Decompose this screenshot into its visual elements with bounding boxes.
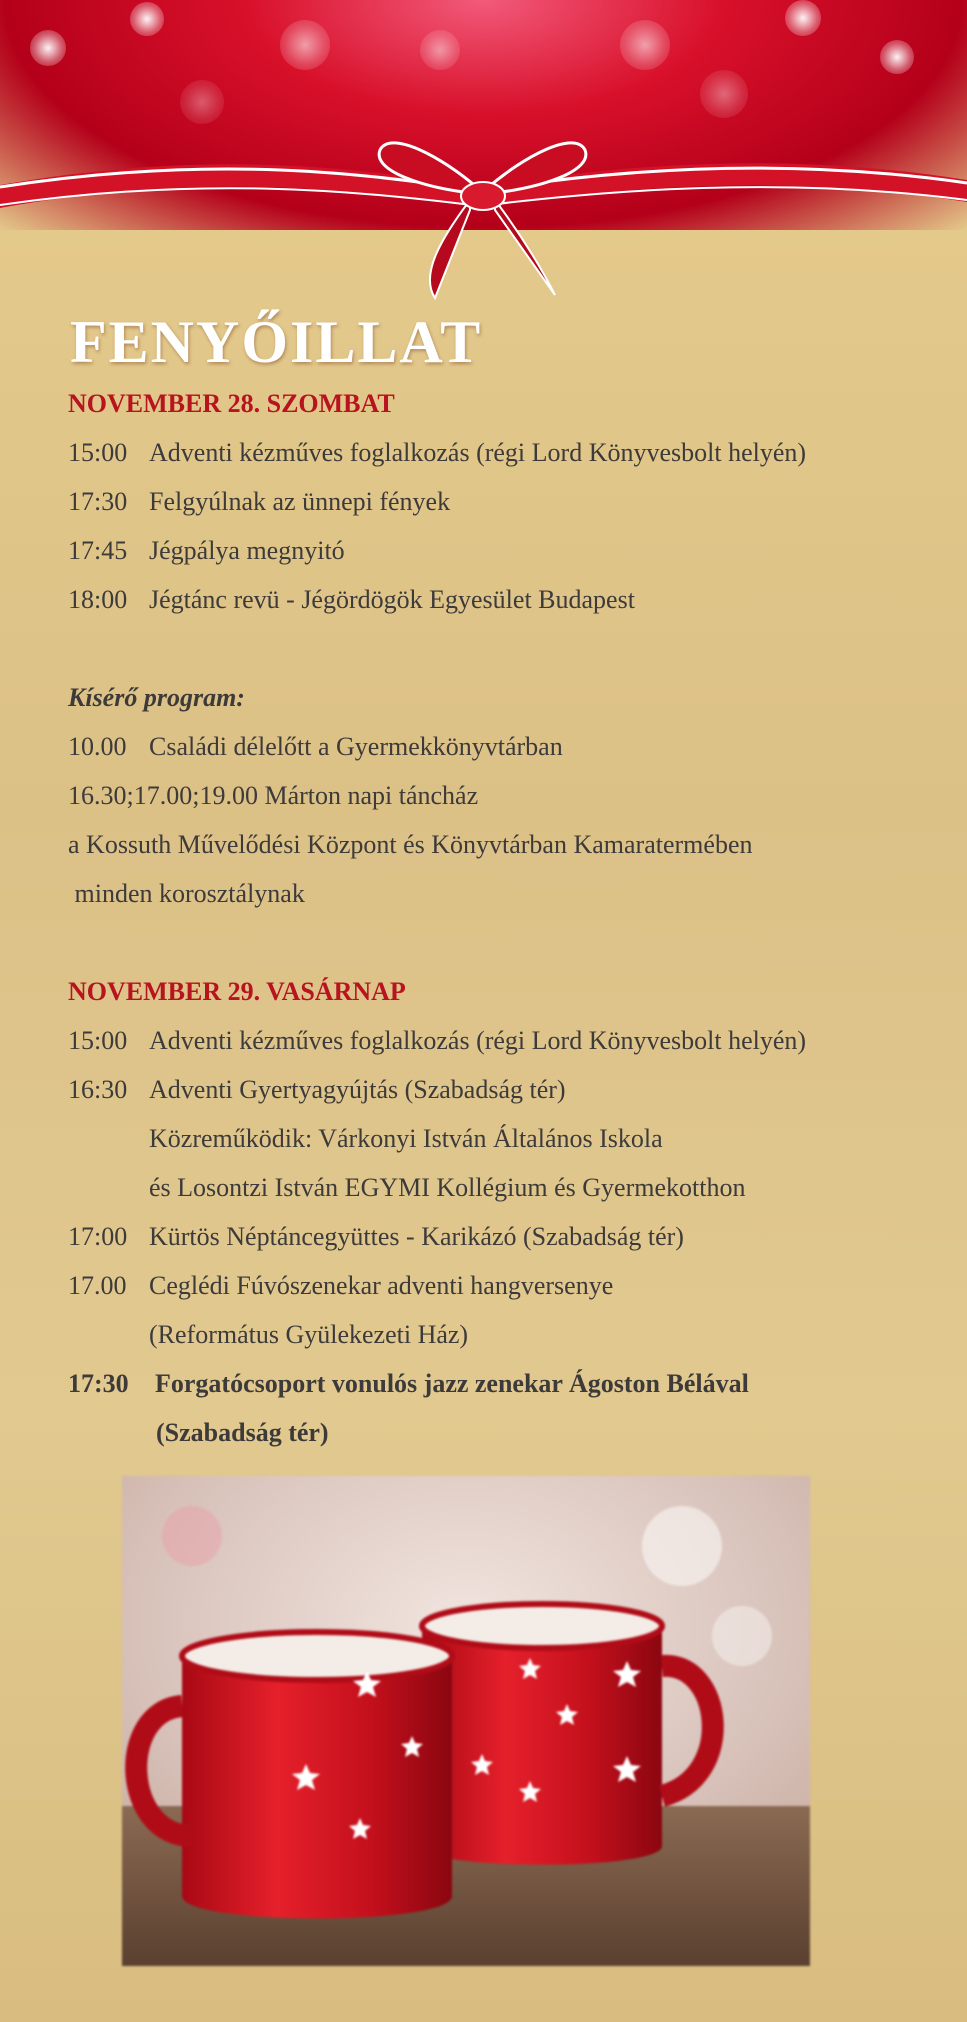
- event-time: 17:45: [68, 536, 128, 565]
- event-time: 15:00: [68, 1026, 128, 1055]
- event-row: [68, 1261, 928, 1310]
- event-row: [68, 477, 928, 526]
- event-text: Jégtánc revü - Jégördögök Egyesület Budapest: [149, 585, 635, 614]
- event-row: és Losontzi István EGYMI Kollégium és Gyermekotthon: [149, 1173, 746, 1202]
- event-row: a Kossuth Művelődési Központ és Könyvtárban Kamaratermében: [68, 830, 753, 859]
- day-heading: NOVEMBER 28. SZOMBAT: [68, 389, 395, 418]
- bokeh-light: [130, 2, 164, 36]
- bokeh-light: [420, 30, 460, 70]
- event-row: [68, 1065, 928, 1114]
- event-row: [68, 526, 928, 575]
- bokeh-light: [280, 20, 330, 70]
- event-row-highlight: (Szabadság tér): [156, 1418, 329, 1447]
- event-row-highlight: [68, 1359, 928, 1408]
- event-row: [68, 1212, 928, 1261]
- event-text: Családi délelőtt a Gyermekkönyvtárban: [149, 732, 563, 761]
- event-text: Adventi kézműves foglalkozás (régi Lord Könyvesbolt helyén): [149, 1026, 807, 1055]
- event-text: Adventi Gyertyagyújtás (Szabadság tér): [149, 1075, 566, 1104]
- event-row: [68, 428, 928, 477]
- event-text: Adventi kézműves foglalkozás (régi Lord Könyvesbolt helyén): [149, 438, 807, 467]
- bokeh-light: [620, 20, 670, 70]
- event-text: Ceglédi Fúvószenekar adventi hangversenye: [149, 1271, 614, 1300]
- bokeh-light: [785, 0, 821, 36]
- event-row: [68, 575, 928, 624]
- bokeh-light: [30, 30, 66, 66]
- spacer: [68, 624, 928, 673]
- event-text: Kürtös Néptáncegyüttes - Karikázó (Szabadság tér): [149, 1222, 684, 1251]
- event-text: Forgatócsoport vonulós jazz zenekar Ágoston Bélával: [155, 1369, 749, 1398]
- event-row: Közreműködik: Várkonyi István Általános Iskola: [149, 1124, 663, 1153]
- event-time: 17.00: [68, 1271, 127, 1300]
- event-time: 18:00: [68, 585, 128, 614]
- program-content: [68, 379, 928, 1457]
- event-row: minden korosztálynak: [68, 879, 305, 908]
- side-program-label: Kísérő program:: [68, 683, 245, 712]
- bokeh-light: [180, 80, 224, 124]
- event-time: 16:30: [68, 1075, 128, 1104]
- page-title: FENYŐILLAT: [70, 309, 483, 375]
- event-row: [68, 1016, 928, 1065]
- event-time: 10.00: [68, 732, 127, 761]
- event-time: 17:00: [68, 1222, 128, 1251]
- event-row: (Református Gyülekezeti Ház): [149, 1320, 469, 1349]
- red-ribbon-bow: [0, 120, 967, 320]
- bokeh-light: [700, 70, 748, 118]
- bokeh-light: [880, 40, 914, 74]
- event-text: Felgyúlnak az ünnepi fények: [149, 487, 451, 516]
- event-time: 17:30: [68, 487, 128, 516]
- red-mugs-photo: [122, 1476, 810, 1966]
- event-row: 16.30;17.00;19.00 Márton napi táncház: [68, 781, 479, 810]
- event-text: Jégpálya megnyitó: [149, 536, 345, 565]
- spacer: [68, 918, 928, 967]
- event-time: 17:30: [68, 1369, 129, 1398]
- day-heading: NOVEMBER 29. VASÁRNAP: [68, 977, 406, 1006]
- event-time: 15:00: [68, 438, 128, 467]
- event-row: [68, 722, 928, 771]
